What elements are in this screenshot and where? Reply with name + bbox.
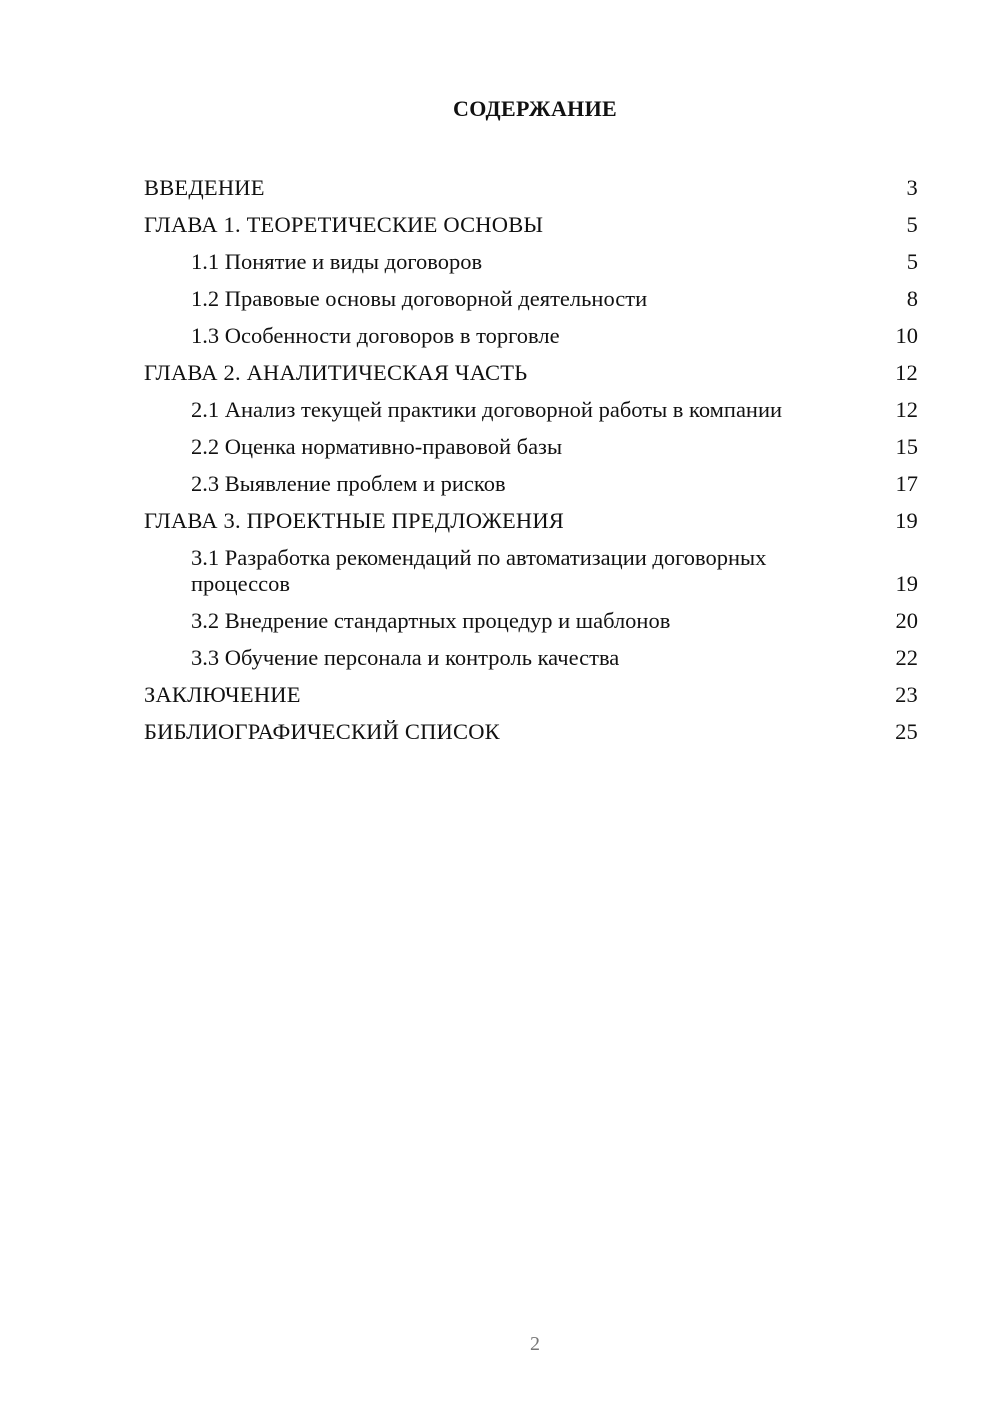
toc-entry-introduction[interactable] — [144, 170, 918, 207]
toc-entry-section-1-3[interactable] — [144, 318, 918, 355]
toc-entry-chapter-3[interactable] — [144, 503, 918, 540]
toc-entry-chapter-1[interactable] — [144, 207, 918, 244]
toc-entry-page: 3 — [906, 175, 918, 200]
toc-entry-chapter-2[interactable] — [144, 355, 918, 392]
toc-entry-page: 19 — [895, 571, 918, 596]
toc-entry-section-2-3[interactable] — [144, 466, 918, 503]
toc-entry-page: 5 — [906, 212, 918, 237]
toc-entry-text: БИБЛИОГРАФИЧЕСКИЙ СПИСОК — [144, 719, 500, 744]
toc-entry-text: 3.2 Внедрение стандартных процедур и шаблонов — [191, 608, 671, 633]
toc-entry-section-3-1[interactable] — [144, 540, 918, 603]
toc-entry-section-1-1[interactable] — [144, 244, 918, 281]
toc-entry-text: ГЛАВА 1. ТЕОРЕТИЧЕСКИЕ ОСНОВЫ — [144, 212, 544, 237]
toc-entry-text: 1.2 Правовые основы договорной деятельности — [191, 286, 648, 311]
page-number: 2 — [530, 1333, 540, 1355]
toc-entry-text: 2.3 Выявление проблем и рисков — [191, 471, 506, 496]
toc-entry-page: 12 — [895, 360, 918, 385]
toc-entry-text: 1.3 Особенности договоров в торговле — [191, 323, 560, 348]
toc-entry-page: 20 — [895, 608, 918, 633]
toc-entry-text: ВВЕДЕНИЕ — [144, 175, 265, 200]
toc-entry-text: 3.1 Разработка рекомендаций по автоматизации договорных процессов — [191, 545, 767, 596]
toc-entry-text: 3.3 Обучение персонала и контроль качества — [191, 645, 620, 670]
toc-entry-page: 10 — [895, 323, 918, 348]
toc-entry-text: 1.1 Понятие и виды договоров — [191, 249, 483, 274]
toc-entry-page: 5 — [906, 249, 918, 274]
toc-entry-section-2-2[interactable] — [144, 429, 918, 466]
toc-entry-bibliography[interactable] — [144, 714, 918, 751]
toc-entry-text: ЗАКЛЮЧЕНИЕ — [144, 682, 301, 707]
table-of-contents — [144, 170, 918, 751]
toc-entry-text: ГЛАВА 2. АНАЛИТИЧЕСКАЯ ЧАСТЬ — [144, 360, 528, 385]
toc-entry-page: 23 — [895, 682, 918, 707]
toc-entry-page: 22 — [895, 645, 918, 670]
page-title: СОДЕРЖАНИЕ — [453, 96, 617, 121]
toc-entry-section-3-2[interactable] — [144, 603, 918, 640]
toc-entry-text: 2.2 Оценка нормативно-правовой базы — [191, 434, 563, 459]
toc-entry-section-2-1[interactable] — [144, 392, 918, 429]
toc-entry-page: 15 — [895, 434, 918, 459]
toc-entry-page: 12 — [895, 397, 918, 422]
toc-entry-section-1-2[interactable] — [144, 281, 918, 318]
toc-entry-section-3-3[interactable] — [144, 640, 918, 677]
toc-entry-page: 17 — [895, 471, 918, 496]
toc-entry-conclusion[interactable] — [144, 677, 918, 714]
toc-entry-page: 19 — [895, 508, 918, 533]
toc-entry-text: 2.1 Анализ текущей практики договорной работы в компании — [191, 397, 783, 422]
toc-entry-page: 8 — [906, 286, 918, 311]
toc-entry-page: 25 — [895, 719, 918, 744]
toc-entry-text: ГЛАВА 3. ПРОЕКТНЫЕ ПРЕДЛОЖЕНИЯ — [144, 508, 565, 533]
